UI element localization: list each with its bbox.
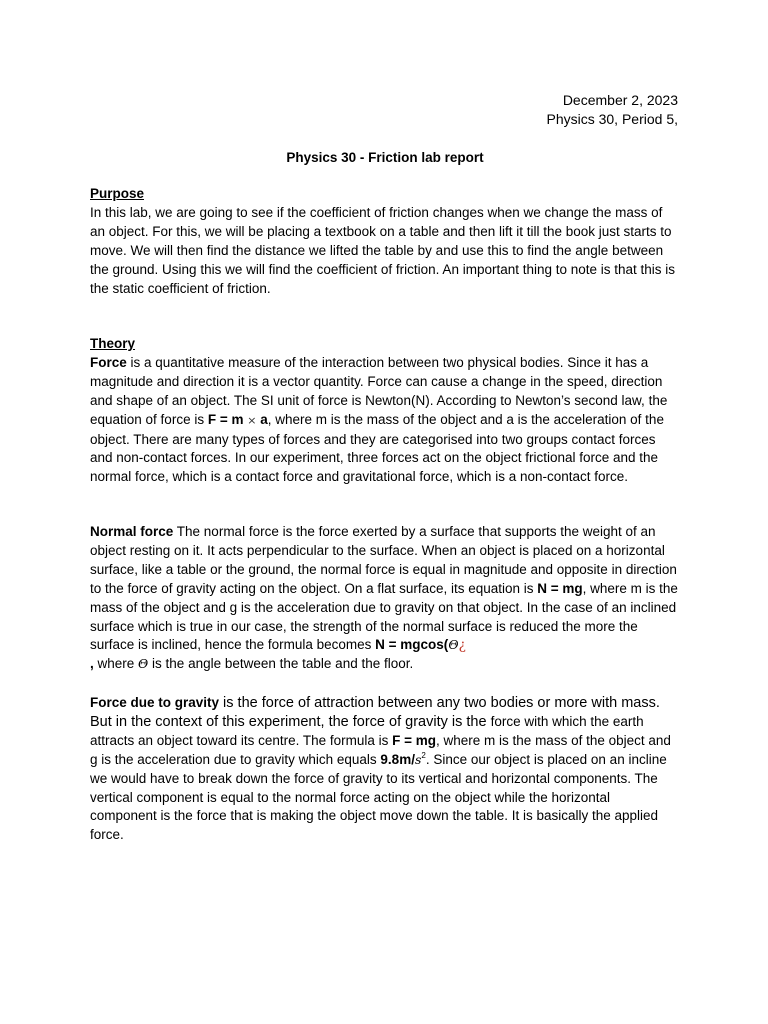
theta-symbol-2: Θ (138, 656, 149, 672)
gravity-text-1: is the force of attraction between any two bodies or more with mass. But in the context of this experiment, the force of gravity is the (90, 695, 660, 730)
purpose-section (90, 185, 680, 298)
seconds-symbol: s (414, 751, 422, 767)
normal-force-text-2: , where m is the mass of the object and g is the acceleration due to gravity on that object. In the case of an inclined surface which is true in our case, the strength of the normal surface is reduced the more the surface is inclined, hence the formula becomes (90, 580, 678, 653)
normal-force-section (90, 523, 680, 674)
gravity-text-1b: force with which the earth attracts an object toward its centre. The formula is (90, 713, 644, 748)
force-text-2: , where m is the mass of the object and a is the acceleration of the object. There are many types of forces and they are categorised into two groups contact forces and non-contact forces. In our experiment, three forces act on the object frictional force and the normal force, which is a contact force and gravitational force, which is a non-contact force. (90, 411, 664, 485)
normal-force-paragraph (90, 523, 680, 674)
purpose-heading: Purpose (90, 186, 145, 201)
gravity-value: 9.8m/ (380, 751, 415, 767)
normal-force-text-1: The normal force is the force exerted by a surface that supports the weight of an object resting on it. It acts perpendicular to the surface. When an object is placed on a horizontal surface, like a table or the ground, the normal force is equal in magnitude and opposite in direction to the force of gravity acting on the object. On a flat surface, its equation is (90, 524, 677, 596)
inverted-question-mark: ¿ (458, 637, 466, 654)
header-block (546, 91, 678, 129)
normal-force-term: Normal force (90, 524, 174, 539)
theory-section (90, 335, 680, 487)
force-paragraph (90, 354, 680, 487)
gravity-section (90, 694, 680, 845)
normal-equation-flat: N = mg (537, 580, 583, 596)
force-term: Force (90, 354, 127, 370)
force-text-1: is a quantitative measure of the interaction between two physical bodies. Since it has a magnitude and direction it is a vector quantity. Force can cause a change in the speed, direction and shape of an object. The SI unit of force is Newton(N). According to Newton’s second law, the equation of force is (90, 354, 668, 427)
normal-force-text-4: is the angle between the table and the floor. (148, 656, 414, 672)
report-date: December 2, 2023 (562, 92, 678, 108)
gravity-text-3: . Since our object is placed on an incline we would have to break down the force of gravity to its vertical and horizontal components. The vertical component is equal to the normal force acting on the object while the horizontal component is the force that is making the object move down the table. It is basically the applied force. (90, 751, 667, 843)
normal-force-text-3: where (93, 656, 139, 672)
report-title: Physics 30 - Friction lab report (286, 150, 484, 165)
theory-heading: Theory (90, 336, 136, 351)
force-equation-a: a (260, 411, 268, 427)
exponent: 2 (421, 750, 426, 760)
gravity-paragraph (90, 694, 680, 845)
normal-comma: , (90, 656, 94, 672)
theta-symbol: Θ (448, 637, 459, 653)
gravity-text-2: , where m is the mass of the object and g is the acceleration due to gravity which equals (90, 732, 671, 767)
course-period: Physics 30, Period 5, (546, 111, 678, 127)
times-symbol: × (247, 413, 257, 427)
gravity-equation: F = mg (392, 732, 437, 748)
force-equation-f: F = m (207, 411, 244, 427)
normal-equation-incline: N = mgcos( (375, 637, 449, 653)
gravity-term: Force due to gravity (90, 695, 220, 710)
purpose-text: In this lab, we are going to see if the coefficient of friction changes when we change the mass of an object. For this, we will be placing a textbook on a table and then lift it till the book just starts to move. We will then find the distance we lifted the table by and use this to find the angle between the ground. Using this we will find the coefficient of friction. An important thing to note is that this is the static coefficient of friction. (90, 204, 676, 296)
